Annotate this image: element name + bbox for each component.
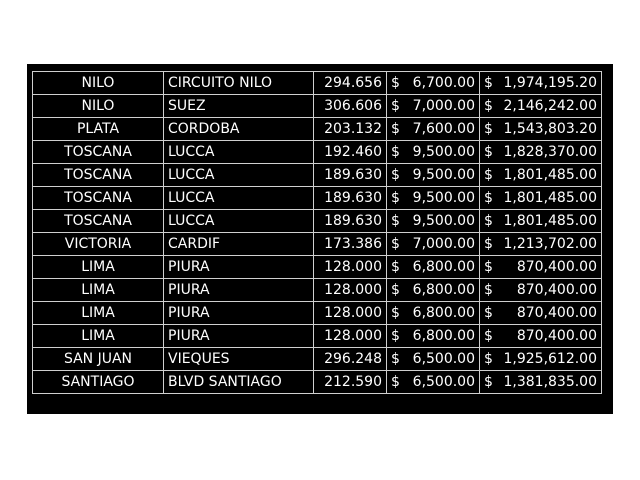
street-cell[interactable]: PIURA xyxy=(164,302,314,325)
total-price-value: 1,381,835.00 xyxy=(503,374,597,390)
street-cell[interactable]: BLVD SANTIAGO xyxy=(164,371,314,394)
total-price-cell[interactable] xyxy=(480,141,602,164)
currency-symbol: $ xyxy=(484,121,493,137)
street-cell[interactable]: SUEZ xyxy=(164,95,314,118)
currency-symbol: $ xyxy=(484,282,493,298)
street-cell[interactable]: LUCCA xyxy=(164,187,314,210)
area-cell[interactable]: 173.386 xyxy=(314,233,387,256)
total-price-cell[interactable] xyxy=(480,348,602,371)
area-cell[interactable]: 128.000 xyxy=(314,279,387,302)
total-price-cell[interactable] xyxy=(480,72,602,95)
total-price-cell[interactable] xyxy=(480,210,602,233)
table-row xyxy=(33,233,602,256)
zone-cell[interactable]: TOSCANA xyxy=(33,187,164,210)
unit-price-value: 6,800.00 xyxy=(412,259,475,275)
street-cell[interactable]: VIEQUES xyxy=(164,348,314,371)
zone-cell[interactable]: SANTIAGO xyxy=(33,371,164,394)
unit-price-value: 9,500.00 xyxy=(412,167,475,183)
total-price-value: 1,801,485.00 xyxy=(503,190,597,206)
total-price-value: 1,801,485.00 xyxy=(503,167,597,183)
unit-price-value: 6,500.00 xyxy=(412,351,475,367)
total-price-cell[interactable] xyxy=(480,279,602,302)
total-price-cell[interactable] xyxy=(480,187,602,210)
street-cell[interactable]: LUCCA xyxy=(164,164,314,187)
total-price-value: 1,801,485.00 xyxy=(503,213,597,229)
unit-price-cell[interactable] xyxy=(387,302,480,325)
street-cell[interactable]: PIURA xyxy=(164,279,314,302)
table-row xyxy=(33,187,602,210)
total-price-value: 1,828,370.00 xyxy=(503,144,597,160)
area-cell[interactable]: 296.248 xyxy=(314,348,387,371)
currency-symbol: $ xyxy=(484,75,493,91)
total-price-value: 870,400.00 xyxy=(516,259,597,275)
unit-price-cell[interactable] xyxy=(387,348,480,371)
currency-symbol: $ xyxy=(484,144,493,160)
unit-price-cell[interactable] xyxy=(387,118,480,141)
unit-price-cell[interactable] xyxy=(387,187,480,210)
unit-price-cell[interactable] xyxy=(387,233,480,256)
total-price-cell[interactable] xyxy=(480,233,602,256)
unit-price-cell[interactable] xyxy=(387,325,480,348)
unit-price-cell[interactable] xyxy=(387,95,480,118)
zone-cell[interactable]: VICTORIA xyxy=(33,233,164,256)
total-price-cell[interactable] xyxy=(480,164,602,187)
currency-symbol: $ xyxy=(484,236,493,252)
zone-cell[interactable]: LIMA xyxy=(33,302,164,325)
currency-symbol: $ xyxy=(391,213,400,229)
currency-symbol: $ xyxy=(484,190,493,206)
total-price-value: 870,400.00 xyxy=(516,305,597,321)
zone-cell[interactable]: PLATA xyxy=(33,118,164,141)
street-cell[interactable]: CIRCUITO NILO xyxy=(164,72,314,95)
currency-symbol: $ xyxy=(391,374,400,390)
table-row xyxy=(33,72,602,95)
total-price-value: 1,974,195.20 xyxy=(503,75,597,91)
unit-price-cell[interactable] xyxy=(387,72,480,95)
total-price-cell[interactable] xyxy=(480,118,602,141)
currency-symbol: $ xyxy=(391,98,400,114)
street-cell[interactable]: PIURA xyxy=(164,325,314,348)
total-price-cell[interactable] xyxy=(480,95,602,118)
unit-price-value: 7,000.00 xyxy=(412,236,475,252)
table-row xyxy=(33,325,602,348)
currency-symbol: $ xyxy=(391,121,400,137)
property-price-table xyxy=(32,71,602,394)
unit-price-value: 6,800.00 xyxy=(412,328,475,344)
currency-symbol: $ xyxy=(391,259,400,275)
area-cell[interactable]: 192.460 xyxy=(314,141,387,164)
area-cell[interactable]: 128.000 xyxy=(314,302,387,325)
currency-symbol: $ xyxy=(391,167,400,183)
currency-symbol: $ xyxy=(391,282,400,298)
zone-cell[interactable]: TOSCANA xyxy=(33,141,164,164)
unit-price-value: 6,800.00 xyxy=(412,282,475,298)
unit-price-value: 9,500.00 xyxy=(412,190,475,206)
total-price-value: 870,400.00 xyxy=(516,282,597,298)
currency-symbol: $ xyxy=(484,213,493,229)
total-price-cell[interactable] xyxy=(480,325,602,348)
currency-symbol: $ xyxy=(391,190,400,206)
zone-cell[interactable]: LIMA xyxy=(33,325,164,348)
currency-symbol: $ xyxy=(391,328,400,344)
zone-cell[interactable]: TOSCANA xyxy=(33,164,164,187)
total-price-value: 2,146,242.00 xyxy=(503,98,597,114)
unit-price-value: 7,600.00 xyxy=(412,121,475,137)
total-price-cell[interactable] xyxy=(480,256,602,279)
unit-price-value: 9,500.00 xyxy=(412,144,475,160)
currency-symbol: $ xyxy=(484,98,493,114)
zone-cell[interactable]: LIMA xyxy=(33,279,164,302)
unit-price-cell[interactable] xyxy=(387,141,480,164)
currency-symbol: $ xyxy=(484,167,493,183)
table-row xyxy=(33,95,602,118)
total-price-value: 1,925,612.00 xyxy=(503,351,597,367)
street-cell[interactable]: CORDOBA xyxy=(164,118,314,141)
unit-price-value: 9,500.00 xyxy=(412,213,475,229)
street-cell[interactable]: LUCCA xyxy=(164,141,314,164)
total-price-value: 1,543,803.20 xyxy=(503,121,597,137)
unit-price-cell[interactable] xyxy=(387,210,480,233)
currency-symbol: $ xyxy=(391,144,400,160)
currency-symbol: $ xyxy=(484,328,493,344)
currency-symbol: $ xyxy=(484,374,493,390)
table-row xyxy=(33,348,602,371)
total-price-value: 1,213,702.00 xyxy=(503,236,597,252)
currency-symbol: $ xyxy=(484,305,493,321)
street-cell[interactable]: LUCCA xyxy=(164,210,314,233)
zone-cell[interactable]: LIMA xyxy=(33,256,164,279)
table-row xyxy=(33,210,602,233)
currency-symbol: $ xyxy=(391,75,400,91)
currency-symbol: $ xyxy=(391,236,400,252)
street-cell[interactable]: PIURA xyxy=(164,256,314,279)
unit-price-cell[interactable] xyxy=(387,164,480,187)
currency-symbol: $ xyxy=(391,305,400,321)
table-row xyxy=(33,256,602,279)
area-cell[interactable]: 128.000 xyxy=(314,256,387,279)
zone-cell[interactable]: TOSCANA xyxy=(33,210,164,233)
zone-cell[interactable]: NILO xyxy=(33,72,164,95)
zone-cell[interactable]: NILO xyxy=(33,95,164,118)
table-row xyxy=(33,141,602,164)
table-row xyxy=(33,164,602,187)
table-row xyxy=(33,118,602,141)
table-row xyxy=(33,302,602,325)
area-cell[interactable]: 294.656 xyxy=(314,72,387,95)
unit-price-value: 6,800.00 xyxy=(412,305,475,321)
unit-price-value: 7,000.00 xyxy=(412,98,475,114)
area-cell[interactable]: 189.630 xyxy=(314,187,387,210)
total-price-cell[interactable] xyxy=(480,302,602,325)
unit-price-value: 6,700.00 xyxy=(412,75,475,91)
area-cell[interactable]: 128.000 xyxy=(314,325,387,348)
table-row xyxy=(33,371,602,394)
currency-symbol: $ xyxy=(391,351,400,367)
table-row xyxy=(33,279,602,302)
area-cell[interactable]: 212.590 xyxy=(314,371,387,394)
total-price-cell[interactable] xyxy=(480,371,602,394)
area-cell[interactable]: 203.132 xyxy=(314,118,387,141)
unit-price-cell[interactable] xyxy=(387,279,480,302)
unit-price-cell[interactable] xyxy=(387,371,480,394)
table-body xyxy=(33,72,602,394)
currency-symbol: $ xyxy=(484,259,493,275)
currency-symbol: $ xyxy=(484,351,493,367)
area-cell[interactable]: 306.606 xyxy=(314,95,387,118)
area-cell[interactable]: 189.630 xyxy=(314,210,387,233)
unit-price-value: 6,500.00 xyxy=(412,374,475,390)
spreadsheet-frame xyxy=(27,64,613,414)
area-cell[interactable]: 189.630 xyxy=(314,164,387,187)
total-price-value: 870,400.00 xyxy=(516,328,597,344)
zone-cell[interactable]: SAN JUAN xyxy=(33,348,164,371)
unit-price-cell[interactable] xyxy=(387,256,480,279)
street-cell[interactable]: CARDIF xyxy=(164,233,314,256)
